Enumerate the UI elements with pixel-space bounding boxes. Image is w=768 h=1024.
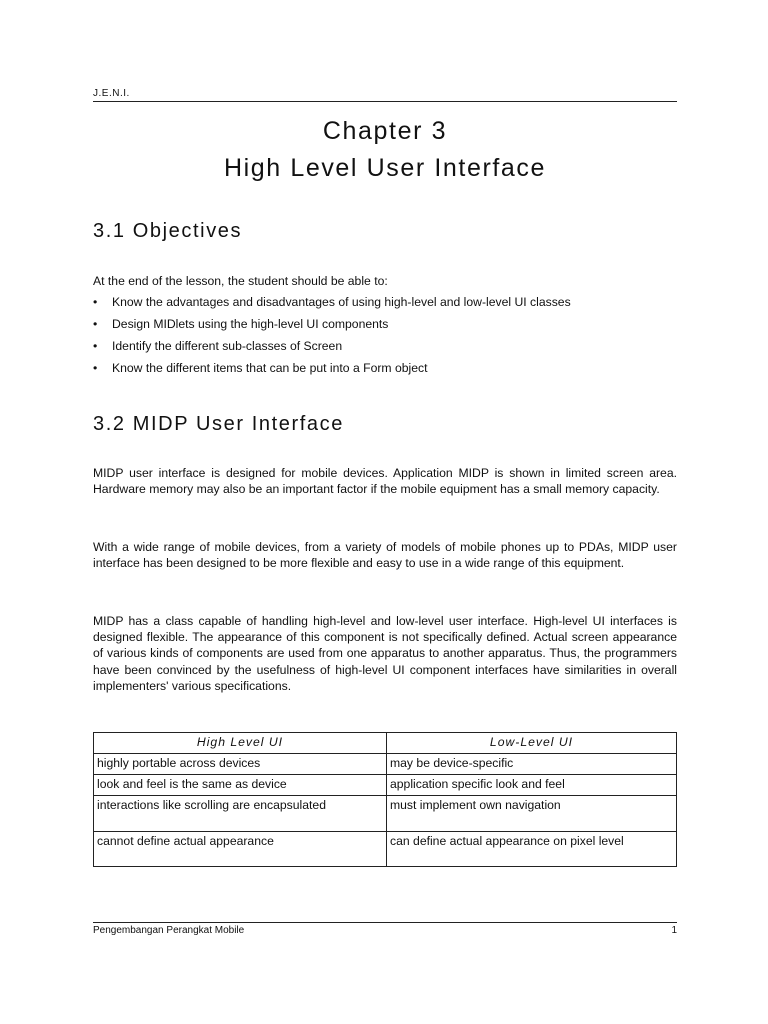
table-row [94, 796, 677, 832]
chapter-title: High Level User Interface [223, 154, 547, 182]
table-header-high-level: High Level UI [94, 733, 387, 754]
list-item-text: Identify the different sub-classes of Screen [112, 339, 343, 353]
table-row [94, 832, 677, 867]
bullet-icon: • [93, 317, 98, 331]
table-cell: application specific look and feel [387, 775, 677, 796]
page-header: J.E.N.I. [93, 88, 677, 102]
list-item [93, 338, 677, 360]
table-header-row [94, 733, 677, 754]
ui-comparison-table [93, 732, 677, 867]
page-number: 1 [671, 925, 677, 936]
objectives-intro: At the end of the lesson, the student should be able to: [93, 274, 388, 288]
table-cell: look and feel is the same as device [94, 775, 387, 796]
list-item-text: Know the different items that can be put into a Form object [112, 361, 428, 375]
paragraph: MIDP user interface is designed for mobile devices. Application MIDP is shown in limited screen area. Hardware memory may also be an important factor if the mobile equipment has a small memory capacity. [93, 466, 677, 497]
paragraph: With a wide range of mobile devices, from a variety of models of mobile phones up to PDAs, MIDP user interface has been designed to be more flexible and easy to use in a wide range of this equipment. [93, 540, 677, 571]
bullet-icon: • [93, 361, 98, 375]
chapter-number: Chapter 3 [322, 117, 448, 145]
table-cell: may be device-specific [387, 754, 677, 775]
page-footer [93, 922, 677, 936]
list-item-text: Know the advantages and disadvantages of using high-level and low-level UI classes [112, 295, 571, 309]
objectives-list [93, 294, 677, 382]
list-item [93, 360, 677, 382]
table-cell: can define actual appearance on pixel level [387, 832, 677, 867]
table-row [94, 754, 677, 775]
table-row [94, 775, 677, 796]
list-item-text: Design MIDlets using the high-level UI components [112, 317, 389, 331]
footer-title: Pengembangan Perangkat Mobile [93, 925, 245, 936]
table-cell: interactions like scrolling are encapsulated [94, 796, 387, 832]
table-cell: highly portable across devices [94, 754, 387, 775]
table-cell: cannot define actual appearance [94, 832, 387, 867]
paragraph: MIDP has a class capable of handling high-level and low-level user interface. High-level UI interfaces is designed flexible. The appearance of this component is not specifically defined. Actual screen appearance of various kinds of components are used from one apparatus to another apparatus. Thus, the programmers have been convinced by the usefulness of high-level UI component interfaces have similarities in overall implementers' various specifications. [93, 614, 677, 693]
bullet-icon: • [93, 295, 98, 309]
bullet-icon: • [93, 339, 98, 353]
section-heading-midp-ui: 3.2 MIDP User Interface [93, 413, 344, 435]
list-item [93, 294, 677, 316]
table-cell: must implement own navigation [387, 796, 677, 832]
section-heading-objectives: 3.1 Objectives [93, 220, 243, 242]
list-item [93, 316, 677, 338]
table-header-low-level: Low-Level UI [387, 733, 677, 754]
